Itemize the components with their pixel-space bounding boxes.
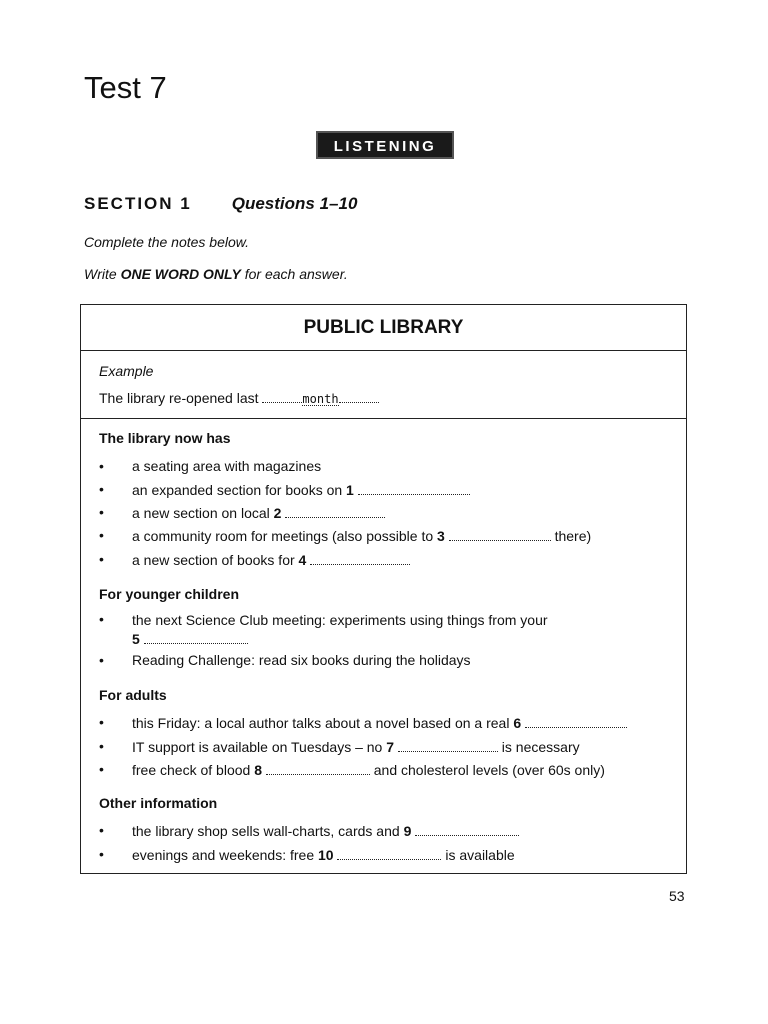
section-heading — [84, 194, 357, 214]
word-limit-emphasis: ONE WORD ONLY — [120, 266, 241, 282]
group-heading-library-now-has: The library now has — [99, 430, 231, 446]
question-number: 9 — [403, 823, 412, 839]
group-heading-adults: For adults — [99, 687, 167, 703]
example-answer: month — [302, 392, 339, 406]
answer-blank[interactable] — [398, 738, 498, 752]
answer-blank[interactable] — [285, 504, 385, 518]
answer-dots — [262, 389, 302, 403]
example-line: The library re-opened last month — [99, 389, 379, 406]
notes-box: PUBLIC LIBRARY Example The library re-opened last month The library now has • a seating area with magazines • an expanded section for books on 1 • a new section on local 2 • a community room for meetings (also possible to 3 there) • a new section of books for 4 For younger children • the next Science Club meeting: experiments using things from your 5 • Reading Challenge: read six books during the holidays For adults • this Friday: a local author talks about a novel based on a real 6 • IT support is available on Tuesdays – no 7 is necessary • free check of blood 8 and cholesterol levels (over 60s only) Other information • the library shop sells wall-charts, cards and 9 • evenings and weekends: free 10 is available — [80, 304, 687, 874]
question-number: 1 — [346, 482, 354, 498]
group-heading-younger-children: For younger children — [99, 586, 240, 602]
question-number: 7 — [386, 739, 395, 755]
answer-blank[interactable] — [337, 846, 441, 860]
answer-blank[interactable] — [310, 551, 410, 565]
example-area — [81, 351, 686, 419]
instruction-word-limit: Write ONE WORD ONLY for each answer. — [84, 266, 348, 282]
listening-banner: LISTENING — [316, 131, 454, 159]
answer-blank[interactable] — [415, 822, 519, 836]
answer-blank[interactable] — [266, 761, 370, 775]
box-title: PUBLIC LIBRARY — [81, 305, 686, 351]
page-number: 53 — [669, 888, 685, 904]
answer-blank[interactable] — [358, 481, 470, 495]
example-label: Example — [99, 363, 154, 379]
test-title: Test 7 — [84, 70, 167, 105]
question-number: 4 — [298, 552, 307, 568]
section-label: SECTION 1 — [84, 194, 192, 213]
instruction-complete: Complete the notes below. — [84, 234, 249, 250]
question-number: 8 — [254, 762, 262, 778]
answer-blank[interactable] — [144, 630, 248, 644]
question-number: 3 — [437, 528, 445, 544]
group-heading-other-information: Other information — [99, 795, 218, 811]
questions-range: Questions 1–10 — [231, 194, 358, 213]
question-number: 10 — [318, 847, 334, 863]
question-number: 2 — [273, 505, 282, 521]
answer-dots — [339, 389, 379, 403]
answer-blank[interactable] — [449, 527, 551, 541]
question-number: 5 — [132, 631, 140, 647]
question-number: 6 — [513, 715, 522, 731]
answer-blank[interactable] — [525, 714, 627, 728]
